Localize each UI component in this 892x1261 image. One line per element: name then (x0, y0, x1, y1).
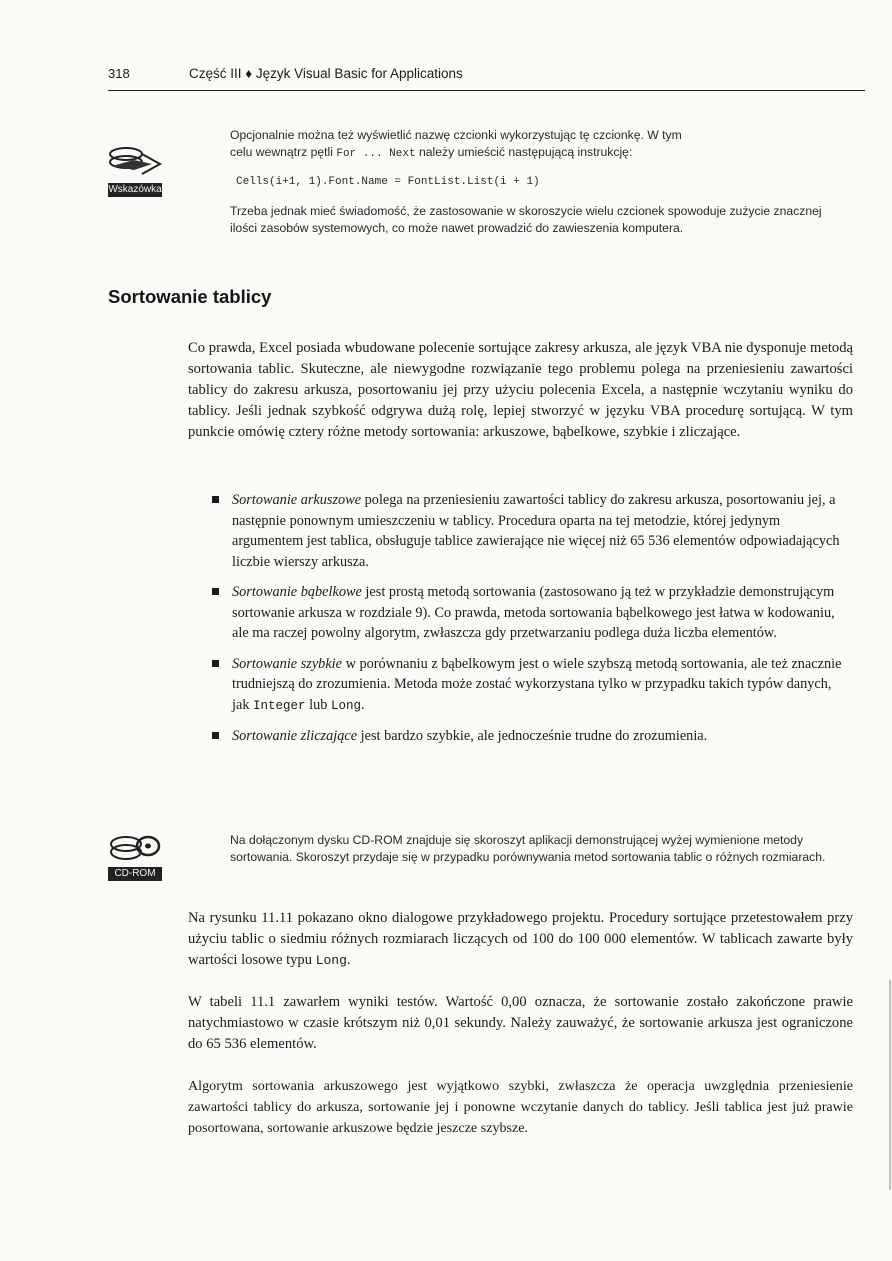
term-sheet-sort: Sortowanie arkuszowe (232, 492, 362, 508)
list-item-text: . (361, 696, 365, 713)
page-edge-shadow (889, 980, 891, 1190)
term-counting-sort: Sortowanie zliczające (232, 728, 358, 744)
inline-code-long: Long (330, 698, 361, 713)
tip-icon-block (108, 140, 164, 197)
paragraph-table-reference: W tabeli 11.1 zawarłem wyniki testów. Wartość 0,00 oznacza, że sortowanie zostało zakończone prawie natychmiastowo w czasie krótszym niż 0,01 sekundy. Należy zauważyć, że sortowanie arkusza jest ograniczone do 65 536 elementów. (188, 994, 853, 1052)
cd-disc-icon (108, 832, 162, 862)
inline-code-integer: Integer (253, 698, 306, 713)
list-item (210, 582, 846, 644)
term-quick-sort: Sortowanie szybkie (232, 655, 342, 672)
tip-note (230, 127, 850, 163)
tip-code: Cells(i+1, 1).Font.Name = FontList.List(i + 1) (236, 176, 540, 188)
pointing-hand-icon (108, 140, 162, 178)
tip-para-2: Trzeba jednak mieć świadomość, że zastosowanie w skoroszycie wielu czcionek spowoduje zużycie znacznej ilości zasobów systemowych, co może nawet prowadzić do zawieszenia komputera. (230, 204, 822, 235)
page-number: 318 (108, 66, 130, 81)
list-item (210, 490, 846, 572)
tip-line-2 (230, 144, 850, 163)
running-header (108, 64, 865, 91)
list-item-text: w porównaniu z bąbelkowym jest o wiele szybszą metodą sortowania, ale też znacznie trudniejszą do zrozumienia. Metoda może zostać wykorzystana tylko w przypadku takich typów danych, jak (232, 655, 842, 713)
list-item-text: jest prostą metodą sortowania (zastosowano ją też w przykładzie demonstrującym sortowanie arkusza w rozdziale 9). Co prawda, metoda sortowania bąbelkowego jest łatwa w kodowaniu, ale ma raczej powolny algorytm, zwłaszcza gdy przetwarzaniu podlega duża liczba elementów. (232, 584, 835, 641)
cdrom-icon-block (108, 832, 164, 881)
term-bubble-sort: Sortowanie bąbelkowe (232, 584, 362, 600)
list-item-text: lub (305, 696, 331, 713)
methods-list (210, 490, 846, 757)
paragraph-text: Na rysunku 11.11 pokazano okno dialogowe przykładowego projektu. Procedury sortujące przetestowałem przy użyciu tablic o siedmiu różnych rozmiarach liczących od 100 do 100 000 elementów. W tablicach zawarte były wartości losowe typu (188, 910, 853, 968)
list-item (210, 654, 846, 717)
tip-line-2-text-b: należy umieścić następującą instrukcję: (415, 145, 633, 159)
tip-line-1: Opcjonalnie można też wyświetlić nazwę czcionki wykorzystując tę czcionkę. W tym (230, 128, 682, 142)
paragraph-sheet-sort-speed: Algorytm sortowania arkuszowego jest wyjątkowo szybki, zwłaszcza że operacja uwzględnia przeniesienie zawartości tablicy do arkusza, sortowanie jej i ponowne wczytanie danych do tablicy. Jeśli tablica jest już prawie posortowana, sortowanie arkuszowe będzie jeszcze szybsze. (188, 1078, 853, 1136)
tip-inline-code: For ... Next (336, 148, 416, 160)
running-header-title: Część III ♦ Język Visual Basic for Applications (189, 66, 463, 81)
paragraph-figure-reference (188, 908, 853, 971)
section-intro: Co prawda, Excel posiada wbudowane polecenie sortujące zakresy arkusza, ale język VBA nie dysponuje metodą sortowania tablic. Skuteczne, ale niewygodne rozwiązanie tego problemu polega na przeniesieniu zawartości tablicy do zakresu arkusza, posortowaniu jej przy użyciu polecenia Excela, a następnie wczytaniu wyniku do tablicy. Jeśli jednak szybkość odgrywa dużą rolę, lepiej stworzyć w języku VBA procedurę sortującą. W tym punkcie omówię cztery różne metody sortowania: arkuszowe, bąbelkowe, szybkie i zliczające. (188, 340, 853, 440)
tip-line-2-text-a: celu wewnątrz pętli (230, 145, 337, 159)
section-title: Sortowanie tablicy (108, 286, 272, 307)
list-item-text: jest bardzo szybkie, ale jednocześnie trudne do zrozumienia. (357, 728, 708, 744)
tip-badge: Wskazówka (108, 184, 162, 195)
paragraph-text: . (346, 952, 351, 968)
inline-code-long: Long (315, 953, 347, 968)
cdrom-badge: CD-ROM (108, 867, 162, 881)
list-item (210, 726, 846, 747)
cdrom-note: Na dołączonym dysku CD-ROM znajduje się skoroszyt aplikacji demonstrującej wyżej wymienione metody sortowania. Skoroszyt przydaje się w przypadku porównywania metod sortowania tablic o różnych rozmiarach. (230, 833, 826, 864)
list-item-text: polega na przeniesieniu zawartości tablicy do zakresu arkusza, posortowaniu jej, a następnie ponownym umieszczeniu w tablicy. Procedura oparta na tej metodzie, której jedynym argumentem jest tablica, obsługuje tablice zawierające nie więcej niż 65 536 elementów odpowiadających liczbie wierszy arkusza. (232, 492, 840, 570)
